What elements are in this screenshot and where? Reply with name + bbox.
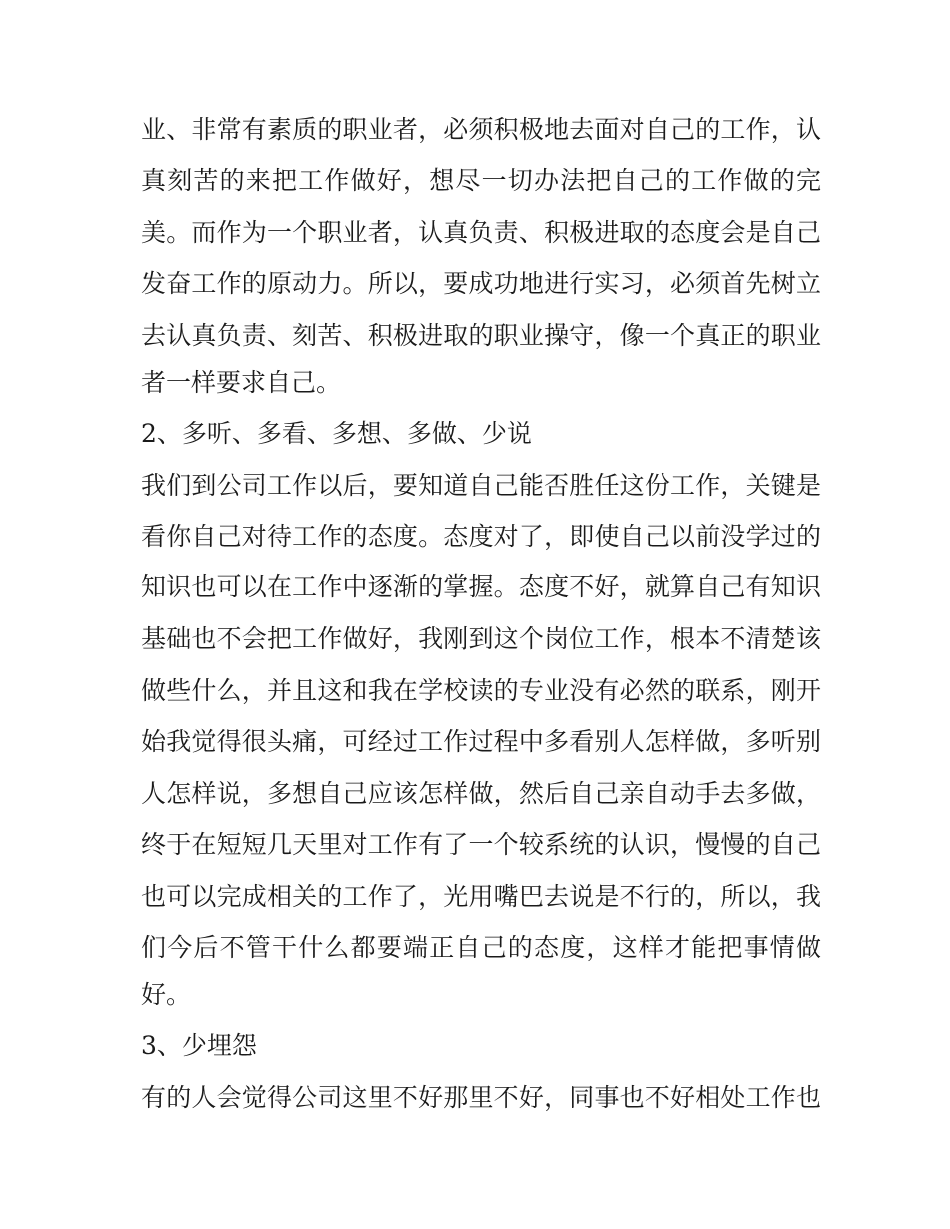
- paragraph-line: 们今后不管干什么都要端正自己的态度，这样才能把事情做: [141, 933, 821, 962]
- paragraph-line: 做些什么，并且这和我在学校读的专业没有必然的联系，刚开: [141, 676, 821, 705]
- paragraph-line: 终于在短短几天里对工作有了一个较系统的认识，慢慢的自己: [141, 830, 821, 859]
- paragraph-line: 去认真负责、刻苦、积极进取的职业操守，像一个真正的职业: [141, 321, 821, 350]
- paragraph-line: 者一样要求自己。: [141, 368, 342, 397]
- section-heading: 2、多听、多看、多想、多做、少说: [141, 419, 532, 448]
- paragraph-line: 始我觉得很头痛，可经过工作过程中多看别人怎样做，多听别: [141, 727, 821, 756]
- paragraph-line: 有的人会觉得公司这里不好那里不好，同事也不好相处工作也: [141, 1083, 821, 1112]
- paragraph-line: 人怎样说，多想自己应该怎样做，然后自己亲自动手去多做，: [141, 779, 821, 808]
- paragraph-line: 美。而作为一个职业者，认真负责、积极进取的态度会是自己: [141, 218, 821, 247]
- paragraph-line: 真刻苦的来把工作做好，想尽一切办法把自己的工作做的完: [141, 166, 821, 195]
- paragraph-line: 知识也可以在工作中逐渐的掌握。态度不好，就算自己有知识: [141, 572, 821, 601]
- paragraph-line: 也可以完成相关的工作了，光用嘴巴去说是不行的，所以，我: [141, 882, 821, 911]
- paragraph-line: 业、非常有素质的职业者，必须积极地去面对自己的工作，认: [141, 115, 821, 144]
- paragraph-line: 我们到公司工作以后，要知道自己能否胜任这份工作，关键是: [141, 471, 821, 500]
- paragraph-line: 看你自己对待工作的态度。态度对了，即使自己以前没学过的: [141, 522, 821, 551]
- paragraph-line: 基础也不会把工作做好，我刚到这个岗位工作，根本不清楚该: [141, 624, 821, 653]
- paragraph-line: 发奋工作的原动力。所以，要成功地进行实习，必须首先树立: [141, 269, 821, 298]
- paragraph-line: 好。: [141, 980, 192, 1009]
- section-heading: 3、少埋怨: [141, 1031, 257, 1060]
